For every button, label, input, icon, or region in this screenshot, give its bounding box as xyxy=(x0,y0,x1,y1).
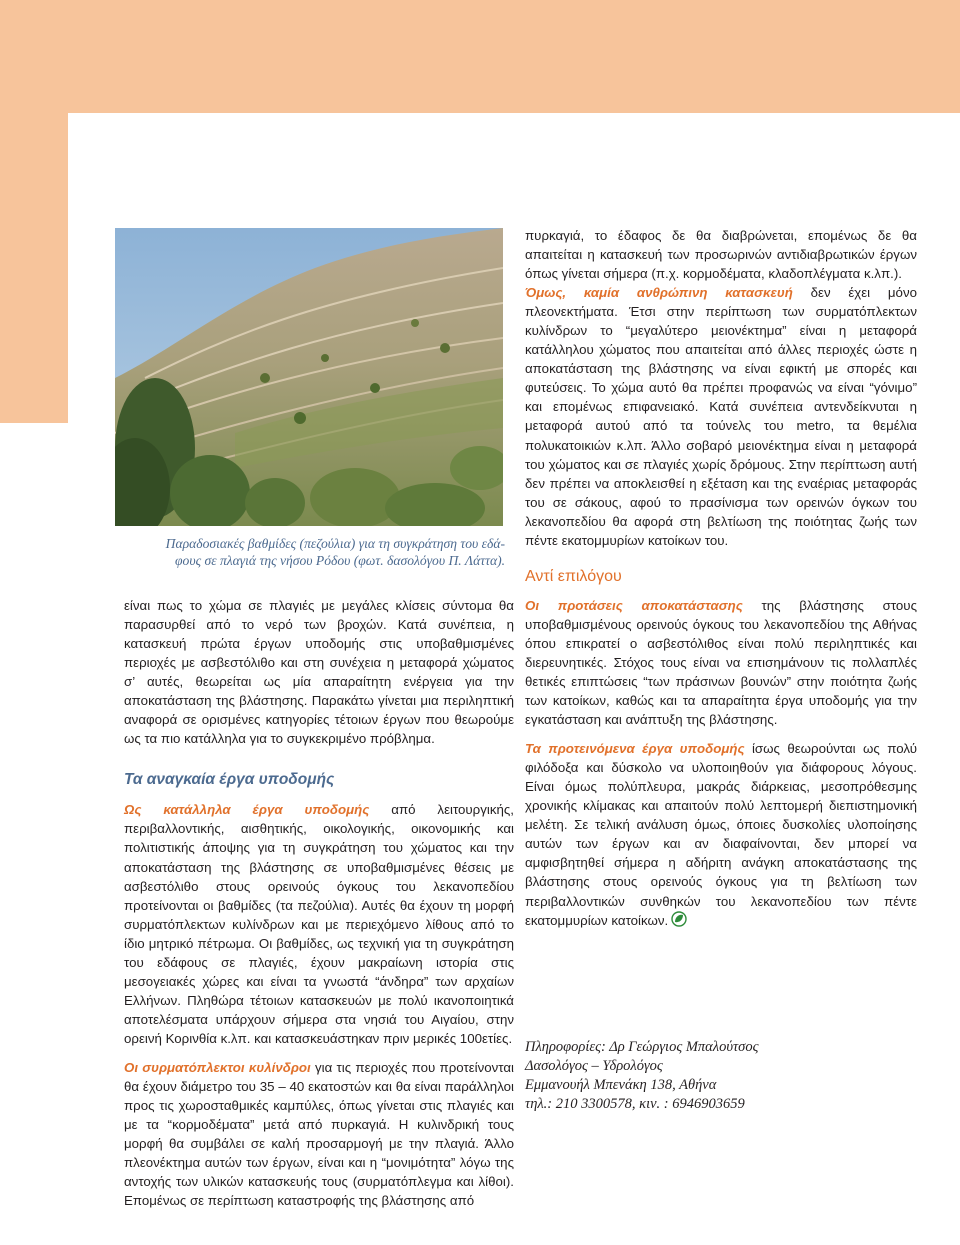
leaf-end-icon xyxy=(671,911,687,932)
caption-line-1: Παραδοσιακές βαθμίδες (πεζούλια) για τη συγκράτηση του εδά- xyxy=(165,536,505,551)
paragraph-wire-cylinders xyxy=(124,1058,514,1210)
right-column xyxy=(525,226,917,932)
paragraph-proposed-works xyxy=(525,739,917,931)
text-disadvantages: δεν έχει μόνο πλεονεκτήματα. Έτσι στην περίπτωση των συρματόπλεκτων κυλίνδρων το “μεγαλύτερο μειονέκτημα” είναι η μεταφορά κατάλληλου χώματος που απαιτείται από άλλες περιοχές ώστε η αποκατάσταση της βλάστησης να είναι εφικτή με σπορές και φυτεύσεις. Το χώμα αυτό θα πρέπει προφανώς να είναι “γόνιμο” και επομένως επιφανειακό. Κατά συνέπεια αντενδείκνυται η μεταφορά αυτού από τα τούνελς του metro, τα θεμέλια πολυκατοικιών κ.λπ. Άλλο σοβαρό μειονέκτημα είναι η μεταφορά του χώματος και σε πλαγιές χωρίς δρόμους. Στην περίπτωση αυτή δεν πρέπει να αποκλεισθεί η εξέταση και της εναέριας μεταφοράς του σε σάκους, αφού το πρασίνισμα των ορεινών όγκων του λεκανοπεδίου θα αφορά στη βελτίωση της ποιότητας ζωής των πέντε εκατομμυρίων κατοίκων του. xyxy=(525,285,917,548)
photo-caption xyxy=(115,535,505,569)
text-suitable-works: από λειτουργικής, περιβαλλοντικής, αισθητικής, οικολογικής, οικονομικής και πολιτιστικής άποψης για τη συγκράτηση του χώματος και την αποκατάσταση της βλάστησης σε υποβαθμισμένες θέσεις με ασβεστόλιθο στους ορεινούς όγκους του λεκανοπεδίου προτείνονται οι βαθμίδες (τα πεζούλια). Αυτές θα έχουν τη μορφή συρματόπλεκτων κυλίνδρων και με περιεχόμενο λίθους από το ίδιο μητρικό πέτρωμα. Οι βαθμίδες, ως τεχνική για τη συγκράτηση του εδάφους σε πλαγιές, έχουν μακραίωνη ιστορία στις μεσογειακές χώρες και είναι τα γνωστά “άνδηρα” των αρχαίων Ελλήνων. Πληθώρα τέτοιων κατασκευών με πολύ ικανοποιητικά αποτελέσματα υπάρχουν σήμερα στα νησιά του Αιγαίου, στην ορεινή Κορινθία κ.λπ. και κατασκευάστηκαν πριν μερικές 100ετίες. xyxy=(124,802,514,1046)
info-line-3: Εμμανουήλ Μπενάκη 138, Αθήνα xyxy=(525,1077,717,1093)
text-proposals: της βλάστησης στους υποβαθμισμένους ορεινούς όγκους του λεκανοπεδίου της Αθήνας όπου επικρατεί ο ασβεστόλιθος είναι πολύ περιληπτικές και διερευνητικές. Στόχος τους είναι να επισημάνουν τις πολλαπλές θετικές επιπτώσεις “των πράσινων βουνών” στην ποιότητα ζωής των κατοίκων, καθώς και τα απαραίτητα έργα υποδομής για την εγκατάσταση και ανάπτυξη της βλάστησης. xyxy=(525,597,917,728)
lead-suitable-works: Ως κατάλληλα έργα υποδομής xyxy=(124,802,370,818)
section-title-infrastructure: Τα αναγκαία έργα υποδομής xyxy=(124,771,335,789)
text-proposed-works: ίσως θεωρούνται ως πολύ φιλόδοξα και δύσκολο να υλοποιηθούν για διάφορους λόγους. Είναι όμως πολύπλευρα, μακράς διάρκειας, μεσοπρόθεσμης χρονικής κλίμακας και απαιτούν πολύ λεπτομερή διεπιστημονική μελέτη. Σε τελική ανάλυση όμως, όποιες δυσκολίες υλοποίησης αυτών των έργων και αν διαφαίνονται, δεν μπορεί να αμφισβητηθεί σήμερα η αδήριτη ανάγκη αποκατάστασης της βλάστησης στους ορεινούς όγκους για τη βελτίωση των περιβαλλοντικών συνθηκών του λεκανοπεδίου των πέντε εκατομμυρίων κατοίκων. xyxy=(525,741,917,928)
intro-paragraph: είναι πως το χώμα σε πλαγιές με μεγάλες κλίσεις σύντομα θα παρασυρθεί από το νερό των βροχών. Κατά συνέπεια, η κατασκευή πρώτα έργων υποδομής στις υποβαθμισμένες περιοχές με ασβεστόλιθο και στη συνέχεια η μεταφορά χώματος σ’ αυτές, θεωρείται ως μία απαραίτητη ενέργεια για την αποκατάσταση της βλάστησης. Παρακάτω γίνεται μια περιληπτική αναφορά σε ορισμένες κατηγορίες τέτοιων έργων που θεωρούμε ως τα πιο κατάλληλα για το συγκεκριμένο πρόβλημα. xyxy=(124,598,514,747)
info-line-1: Πληροφορίες: Δρ Γεώργιος Μπαλούτσος xyxy=(525,1039,759,1055)
left-column xyxy=(124,596,514,1210)
contact-info xyxy=(525,1038,925,1114)
lead-disadvantages: Όμως, καμία ανθρώπινη κατασκευή xyxy=(525,285,793,301)
side-color-band xyxy=(0,113,68,423)
lead-proposed-works: Τα προτεινόμενα έργα υποδομής xyxy=(525,741,745,757)
paragraph-suitable-works xyxy=(124,800,514,1048)
paragraph-disadvantages xyxy=(525,283,917,550)
text-wire-cylinders: για τις περιοχές που προτείνονται θα έχουν διάμετρο του 35 – 40 εκατοστών και θα είναι παράλληλοι προς τις χωροσταθμικές καμπύλες, όπως γίνεται στις πλαγιές και με τα “κορμοδέματα” μετά από πυρκαγιά. Η κυλινδρική τους μορφή θα συμβάλει σε καλή προσαρμογή με την πλαγιά. Άλλο πλεονέκτημα αυτών των έργων, είναι και η “μονιμότητα” λόγω της αντοχής των υλικών κατασκευής τους (συρματόπλεγμα και λίθοι). Επομένως σε περίπτωση καταστροφής της βλάστησης από xyxy=(124,1059,514,1209)
section-title-epilogue: Αντί επιλόγου xyxy=(525,567,622,585)
continued-paragraph: πυρκαγιά, το έδαφος δε θα διαβρώνεται, επομένως δε θα απαιτείται η κατασκευή των προσωρινών αντιδιαβρωτικών έργων όπως γίνεται σήμερα (π.χ. κορμοδέματα, κλαδοπλέγματα κ.λπ.). xyxy=(525,228,917,282)
info-line-2: Δασολόγος – Υδρολόγος xyxy=(525,1058,663,1074)
header-color-band xyxy=(0,0,960,113)
lead-proposals: Οι προτάσεις αποκατάστασης xyxy=(525,597,743,613)
info-line-4: τηλ.: 210 3300578, κιν. : 6946903659 xyxy=(525,1096,745,1112)
paragraph-proposals xyxy=(525,596,917,729)
lead-wire-cylinders: Οι συρματόπλεκτοι κυλίνδροι xyxy=(124,1059,311,1075)
caption-line-2: φους σε πλαγιά της νήσου Ρόδου (φωτ. δασολόγου Π. Λάττα). xyxy=(175,553,505,568)
terraced-hillside-photo xyxy=(115,228,503,526)
